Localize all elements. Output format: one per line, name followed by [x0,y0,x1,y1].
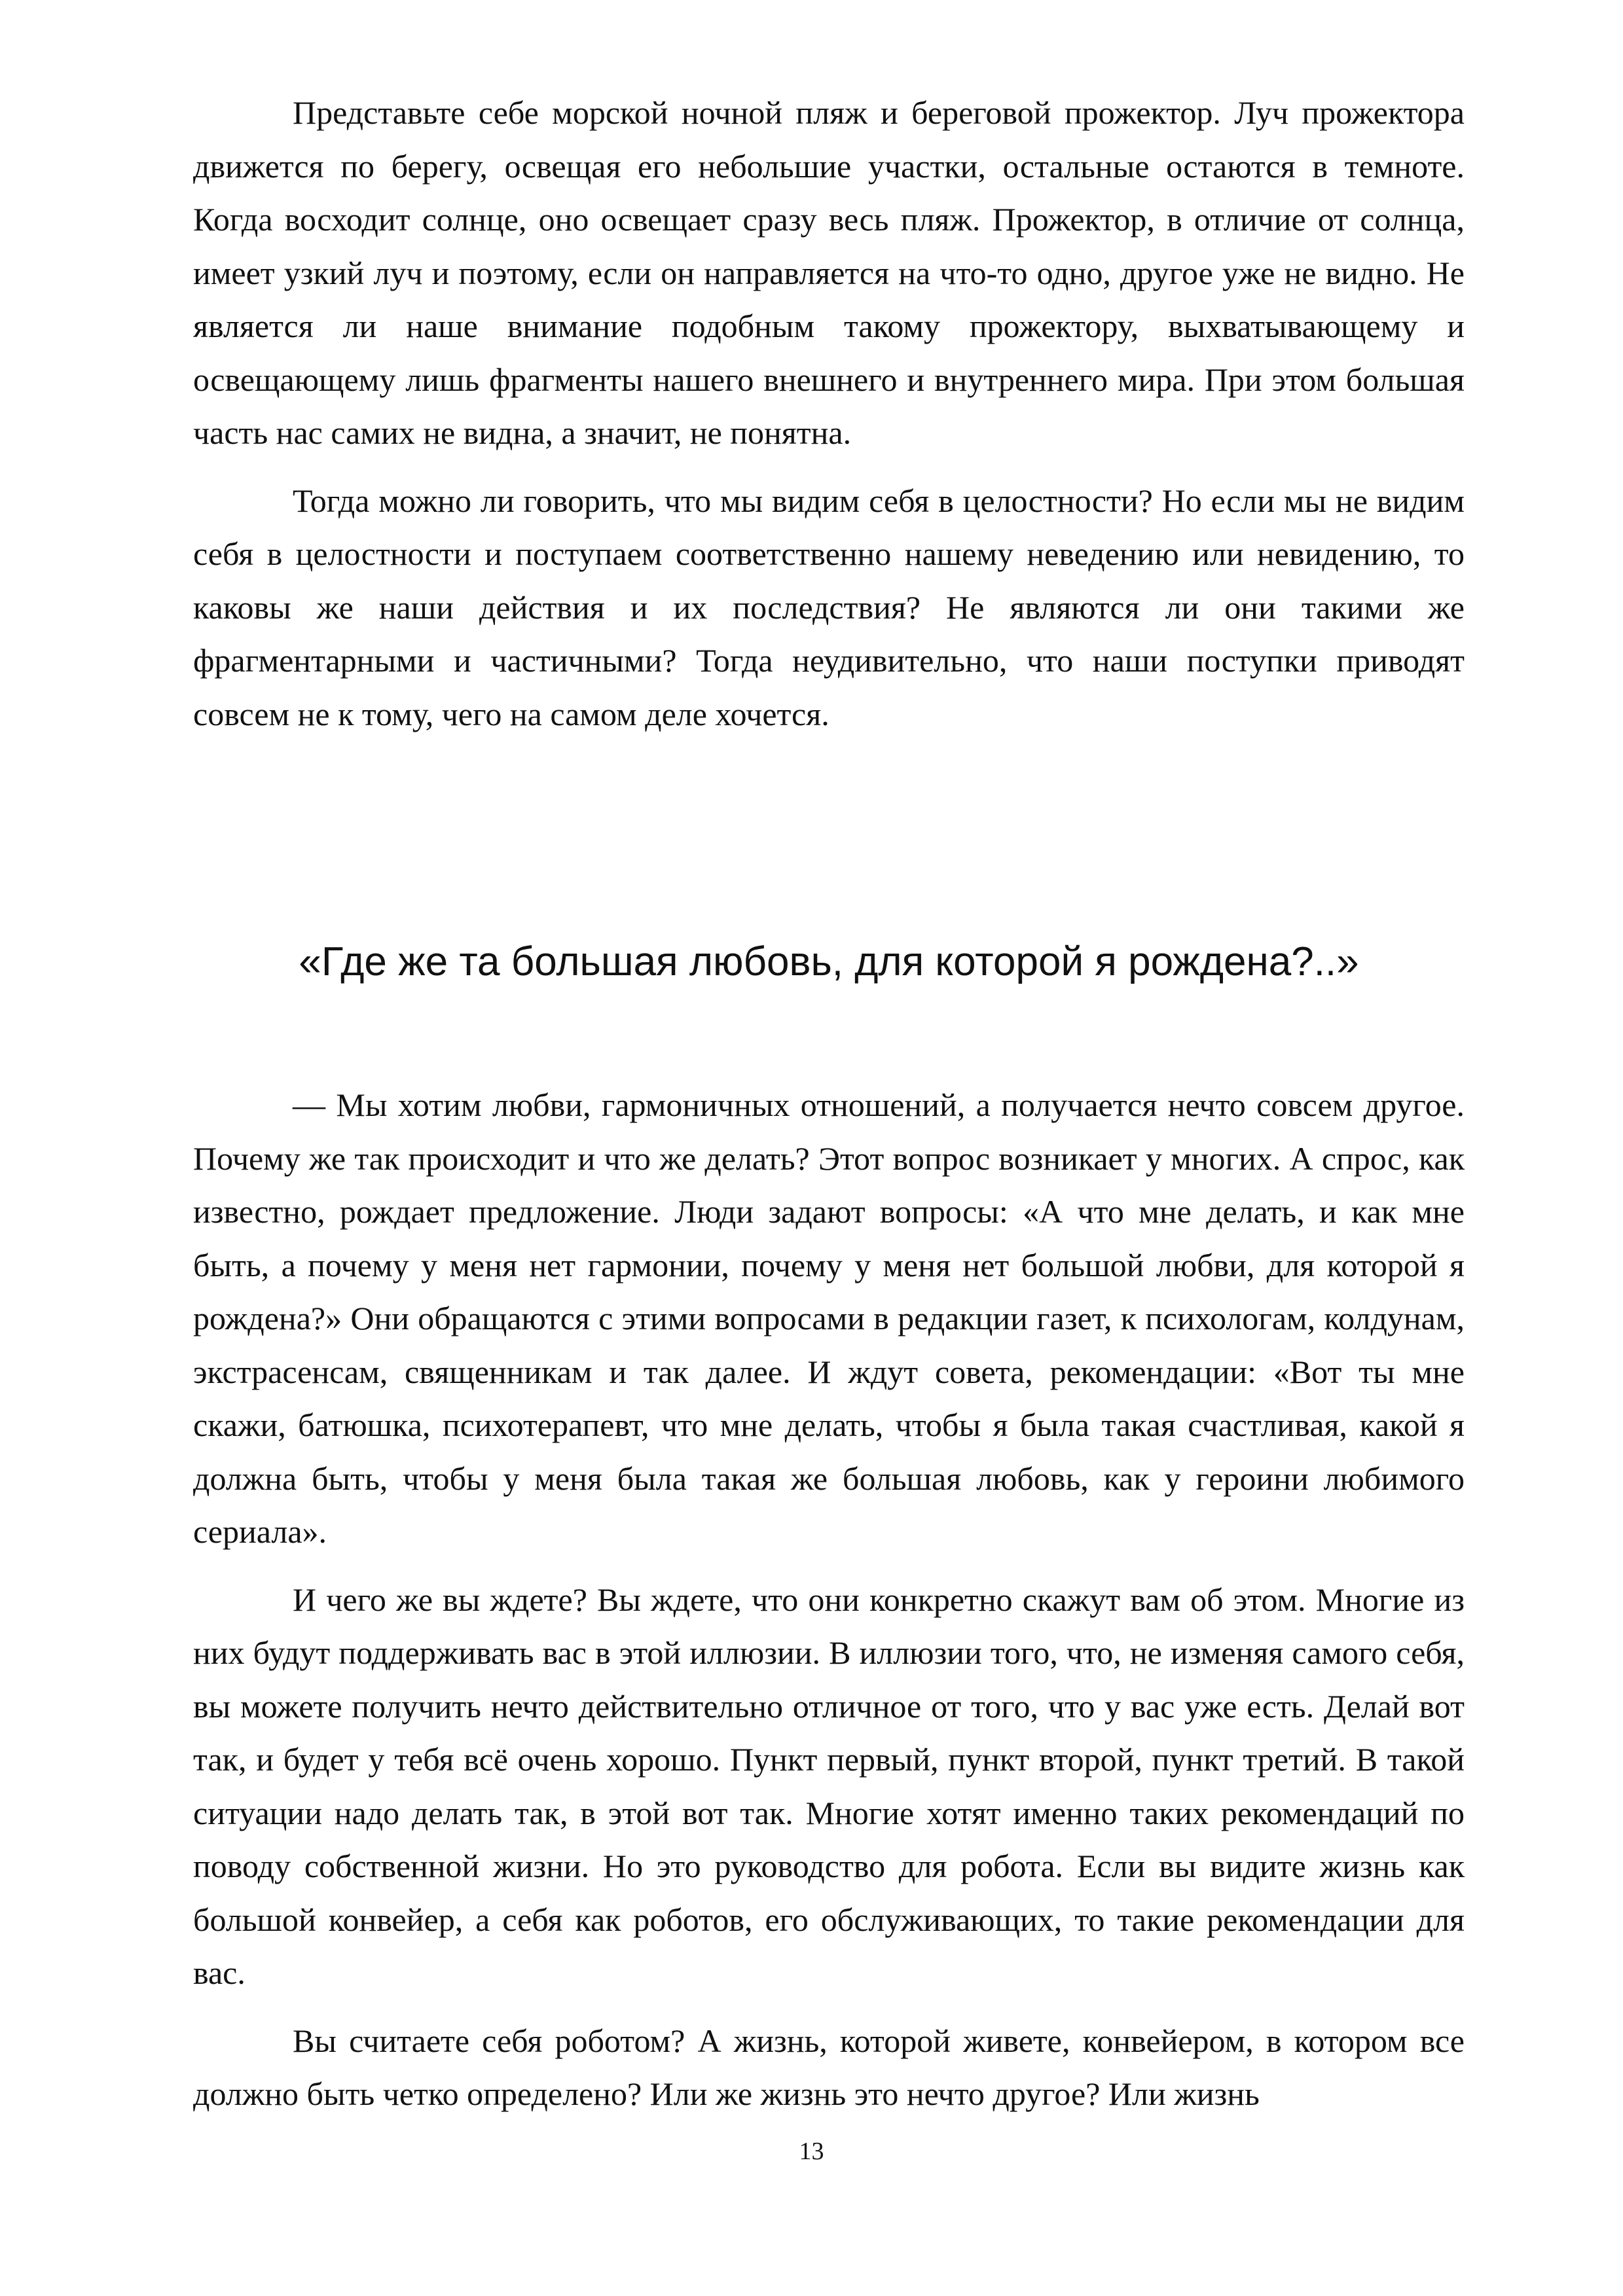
page-number: 13 [799,2138,824,2165]
paragraph: Тогда можно ли говорить, что мы видим себя в целостности? Но если мы не видим себя в целостности и поступаем соответственно нашему неведению или невидению, то каковы же наши действия и их последствия? Не являются ли они такими же фрагментарными и частичными? Тогда неудивительно, что наши поступки приводят совсем не к тому, чего на самом деле хочется. [193,482,1465,732]
paragraph: Вы считаете себя роботом? А жизнь, которой живете, конвейером, в котором все должно быть четко определено? Или же жизнь это нечто другое? Или жизнь [193,2022,1465,2112]
section-heading: «Где же та большая любовь, для которой я рождена?..» [299,939,1359,984]
paragraph: — Мы хотим любви, гармоничных отношений, а получается нечто совсем другое. Почему же так происходит и что же делать? Этот вопрос возникает у многих. А спрос, как известно, рождает предложение. Люди задают вопросы: «А что мне делать, и как мне быть, а почему у меня нет гармонии, почему у меня нет большой любви, для которой я рождена?» Они обращаются с этими вопросами в редакции газет, к психологам, колдунам, экстрасенсам, священникам и так далее. И ждут совета, рекомендации: «Вот ты мне скажи, батюшка, психотерапевт, что мне делать, чтобы я была такая счастливая, какой я должна быть, чтобы у меня была такая же большая любовь, как у героини любимого сериала». [193,1086,1465,1550]
section-text [193,1079,1465,2121]
paragraph: Представьте себе морской ночной пляж и береговой прожектор. Луч прожектора движется по берегу, освещая его небольшие участки, остальные остаются в темноте. Когда восходит солнце, оно освещает сразу весь пляж. Прожектор, в отличие от солнца, имеет узкий луч и поэтому, если он направляется на что-то одно, другое уже не видно. Не является ли наше внимание подобным такому прожектору, выхватывающему и освещающему лишь фрагменты нашего внешнего и внутреннего мира. При этом большая часть нас самих не видна, а значит, не понятна. [193,94,1465,451]
intro-text [193,86,1465,741]
paragraph: И чего же вы ждете? Вы ждете, что они конкретно скажут вам об этом. Многие из них будут поддерживать вас в этой иллюзии. В иллюзии того, что, не изменяя самого себя, вы можете получить нечто действительно отличное от того, что у вас уже есть. Делай вот так, и будет у тебя всё очень хорошо. Пункт первый, пункт второй, пункт третий. В такой ситуации надо делать так, в этой вот так. Многие хотят именно таких рекомендаций по поводу собственной жизни. Но это руководство для робота. Если вы видите жизнь как большой конвейер, а себя как роботов, его обслуживающих, то такие рекомендации для вас. [193,1581,1465,1991]
